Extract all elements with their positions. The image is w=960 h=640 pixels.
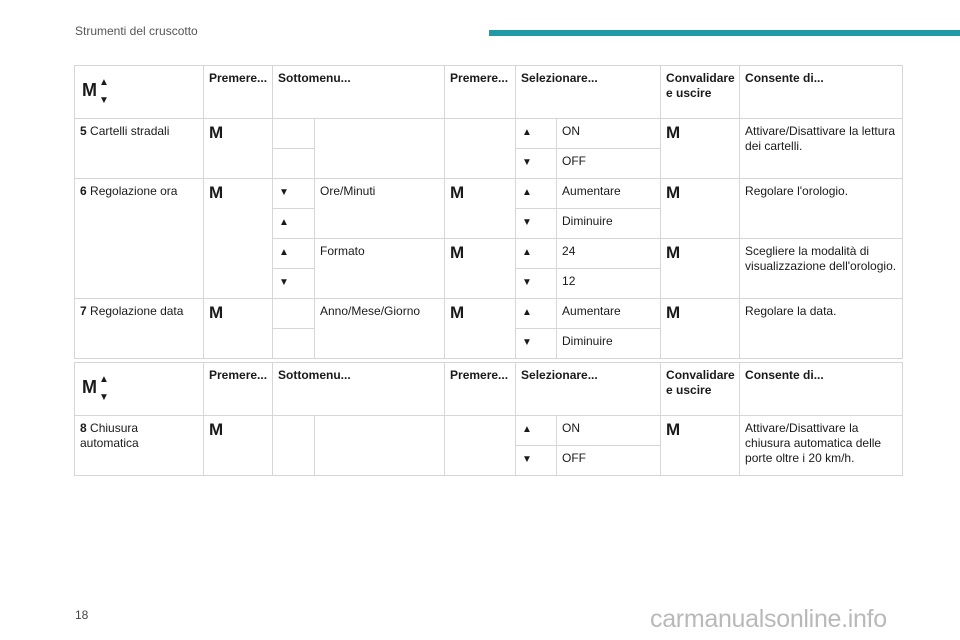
col-header-convalidare: Convalidare e uscire bbox=[661, 66, 740, 119]
arrow-down-icon: ▼ bbox=[522, 337, 532, 348]
table-header-row bbox=[75, 363, 903, 416]
m-button-icon: M bbox=[666, 183, 681, 202]
arrow-cell bbox=[273, 179, 315, 209]
col-header-selezionare: Selezionare... bbox=[516, 66, 661, 119]
empty-cell bbox=[273, 299, 315, 329]
col-header-premere: Premere... bbox=[204, 66, 273, 119]
arrow-down-icon: ▼ bbox=[522, 454, 532, 465]
arrow-cell bbox=[516, 149, 557, 179]
press-cell bbox=[204, 119, 273, 179]
press-cell-2 bbox=[445, 299, 516, 359]
m-button-icon: M bbox=[450, 183, 465, 202]
m-up-down-icon: M ▲ ▼ bbox=[82, 77, 109, 106]
option-cell: 12 bbox=[557, 269, 661, 299]
arrow-up-icon: ▲ bbox=[279, 217, 289, 228]
press-cell bbox=[204, 179, 273, 299]
col-header-convalidare: Convalidare e uscire bbox=[661, 363, 740, 416]
settings-table-1 bbox=[74, 65, 903, 359]
m-button-icon: M bbox=[666, 123, 681, 142]
empty-cell bbox=[273, 119, 315, 149]
m-button-icon: M bbox=[209, 420, 224, 439]
header-icon-cell bbox=[75, 66, 204, 119]
m-button-icon: M bbox=[666, 243, 681, 262]
arrow-cell bbox=[516, 209, 557, 239]
validate-cell bbox=[661, 119, 740, 179]
submenu-cell bbox=[315, 119, 445, 179]
row-label-cell: 8 Chiusura automatica bbox=[75, 416, 204, 476]
m-button-icon: M bbox=[666, 420, 681, 439]
arrow-cell bbox=[516, 119, 557, 149]
table-row bbox=[75, 119, 903, 149]
arrow-cell bbox=[516, 329, 557, 359]
submenu-cell bbox=[315, 416, 445, 476]
option-cell: Aumentare bbox=[557, 299, 661, 329]
arrow-down-icon: ▼ bbox=[279, 277, 289, 288]
page-section-title: Strumenti del cruscotto bbox=[75, 24, 198, 38]
validate-cell bbox=[661, 239, 740, 299]
table-row bbox=[75, 179, 903, 209]
arrow-cell bbox=[516, 269, 557, 299]
col-header-premere-2: Premere... bbox=[445, 66, 516, 119]
table-row bbox=[75, 416, 903, 446]
arrow-up-icon: ▲ bbox=[522, 424, 532, 435]
description-cell: Attivare/Disattivare la chiusura automatica delle porte oltre i 20 km/h. bbox=[740, 416, 903, 476]
m-button-icon: M bbox=[209, 123, 224, 142]
description-cell: Regolare la data. bbox=[740, 299, 903, 359]
arrow-cell bbox=[516, 299, 557, 329]
watermark: carmanualsonline.info bbox=[650, 605, 887, 633]
arrow-cell bbox=[516, 239, 557, 269]
header-rule bbox=[489, 30, 960, 36]
settings-table-2 bbox=[74, 362, 903, 476]
table-header-row bbox=[75, 66, 903, 119]
submenu-cell: Ore/Minuti bbox=[315, 179, 445, 239]
option-cell: Diminuire bbox=[557, 209, 661, 239]
header-icon-cell bbox=[75, 363, 204, 416]
row-label-cell: 5 Cartelli stradali bbox=[75, 119, 204, 179]
arrow-cell bbox=[273, 209, 315, 239]
col-header-consente: Consente di... bbox=[740, 363, 903, 416]
validate-cell bbox=[661, 299, 740, 359]
press-cell-2 bbox=[445, 119, 516, 179]
col-header-premere-2: Premere... bbox=[445, 363, 516, 416]
arrow-down-icon: ▼ bbox=[522, 217, 532, 228]
col-header-consente: Consente di... bbox=[740, 66, 903, 119]
option-cell: ON bbox=[557, 416, 661, 446]
option-cell: 24 bbox=[557, 239, 661, 269]
option-cell: Aumentare bbox=[557, 179, 661, 209]
col-header-sottomenu: Sottomenu... bbox=[273, 363, 445, 416]
col-header-premere: Premere... bbox=[204, 363, 273, 416]
press-cell-2 bbox=[445, 179, 516, 239]
arrow-cell bbox=[273, 239, 315, 269]
arrow-up-icon: ▲ bbox=[279, 247, 289, 258]
arrow-up-icon: ▲ bbox=[522, 307, 532, 318]
arrow-down-icon: ▼ bbox=[522, 157, 532, 168]
option-cell: OFF bbox=[557, 149, 661, 179]
description-cell: Regolare l'orologio. bbox=[740, 179, 903, 239]
option-cell: Diminuire bbox=[557, 329, 661, 359]
description-cell: Attivare/Disattivare la lettura dei cartelli. bbox=[740, 119, 903, 179]
validate-cell bbox=[661, 179, 740, 239]
press-cell-2 bbox=[445, 239, 516, 299]
description-cell: Scegliere la modalità di visualizzazione dell'orologio. bbox=[740, 239, 903, 299]
m-button-icon: M bbox=[209, 303, 224, 322]
press-cell bbox=[204, 299, 273, 359]
m-up-down-icon: M ▲ ▼ bbox=[82, 374, 109, 403]
col-header-sottomenu: Sottomenu... bbox=[273, 66, 445, 119]
empty-cell bbox=[273, 416, 315, 476]
col-header-selezionare: Selezionare... bbox=[516, 363, 661, 416]
m-button-icon: M bbox=[666, 303, 681, 322]
arrow-up-icon: ▲ bbox=[522, 187, 532, 198]
arrow-up-icon: ▲ bbox=[522, 127, 532, 138]
row-label-cell: 7 Regolazione data bbox=[75, 299, 204, 359]
empty-cell bbox=[273, 149, 315, 179]
table-row bbox=[75, 299, 903, 329]
submenu-cell: Formato bbox=[315, 239, 445, 299]
page-number: 18 bbox=[75, 608, 89, 622]
row-label-cell: 6 Regolazione ora bbox=[75, 179, 204, 299]
validate-cell bbox=[661, 416, 740, 476]
empty-cell bbox=[273, 329, 315, 359]
arrow-up-icon: ▲ bbox=[522, 247, 532, 258]
arrow-cell bbox=[516, 446, 557, 476]
press-cell-2 bbox=[445, 416, 516, 476]
m-button-icon: M bbox=[450, 243, 465, 262]
m-button-icon: M bbox=[209, 183, 224, 202]
option-cell: OFF bbox=[557, 446, 661, 476]
arrow-cell bbox=[516, 179, 557, 209]
option-cell: ON bbox=[557, 119, 661, 149]
press-cell bbox=[204, 416, 273, 476]
arrow-down-icon: ▼ bbox=[279, 187, 289, 198]
submenu-cell: Anno/Mese/Giorno bbox=[315, 299, 445, 359]
arrow-cell bbox=[516, 416, 557, 446]
arrow-down-icon: ▼ bbox=[522, 277, 532, 288]
arrow-cell bbox=[273, 269, 315, 299]
m-button-icon: M bbox=[450, 303, 465, 322]
